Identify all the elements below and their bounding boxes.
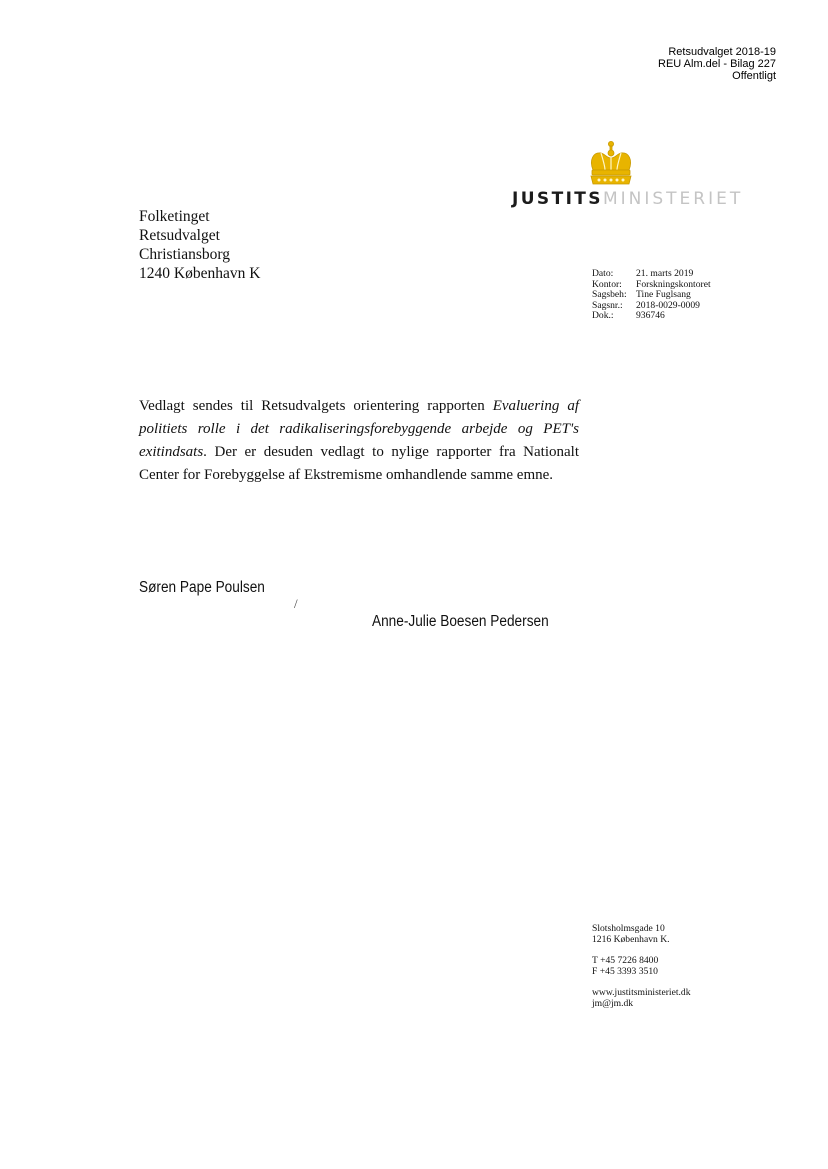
meta-label: Sagsbeh: [592,289,627,301]
stamp-committee: Retsudvalget 2018-19 [668,46,776,58]
meta-value: 21. marts 2019 [636,268,694,279]
meta-value: 936746 [636,310,665,322]
recipient-line: Folketinget [139,208,210,225]
footer-address-street: Slotsholmsgade 10 [592,923,665,934]
report-title: Evaluering af politiets rolle i det radikaliseringsforebyggende arbejde og PET's exitindsats [139,398,579,460]
recipient-line: Christiansborg [139,246,230,263]
official-signature: Anne-Julie Boesen Pedersen [372,613,549,630]
body-intro: Vedlagt sendes til Retsudvalgets orientering rapporten [139,398,493,414]
logo-light-text: MINISTERIET [602,189,744,209]
meta-row [592,269,711,280]
document-stamp [658,46,776,82]
meta-value: Forskningskontoret [636,278,711,290]
letter-body [139,395,579,487]
footer-phone: T +45 7226 8400 [592,955,659,966]
meta-value: 2018-0029-0009 [636,299,700,311]
meta-label: Dato: [592,268,614,279]
meta-value: Tine Fuglsang [636,289,691,301]
footer-website-link[interactable]: www.justitsministeriet.dk [592,987,691,998]
meta-row [592,311,711,322]
ministry-logo [512,189,743,209]
footer-email-link[interactable]: jm@jm.dk [592,998,634,1009]
crown-icon [585,140,637,188]
body-punct: . [203,444,207,460]
meta-label: Sagsnr.: [592,299,623,311]
meta-label: Kontor: [592,278,622,290]
recipient-line: 1240 København K [139,265,261,282]
minister-signature: Søren Pape Poulsen [139,579,265,596]
footer-fax: F +45 3393 3510 [592,966,658,977]
footer-address-city: 1216 København K. [592,934,670,945]
ministry-contact [592,923,691,1009]
body-second-sentence: Der er desuden vedlagt to nylige rapporter fra Nationalt Center for Forebyggelse af Ekstremisme omhandlende samme emne. [139,444,579,483]
meta-label: Dok.: [592,310,614,322]
logo-bold-text: JUSTITS [512,189,603,209]
signature-separator: / [294,596,298,611]
recipient-address [139,207,260,283]
stamp-reference: REU Alm.del - Bilag 227 [658,58,776,70]
case-metadata [592,269,711,322]
stamp-classification: Offentligt [732,70,776,82]
recipient-line: Retsudvalget [139,227,220,244]
